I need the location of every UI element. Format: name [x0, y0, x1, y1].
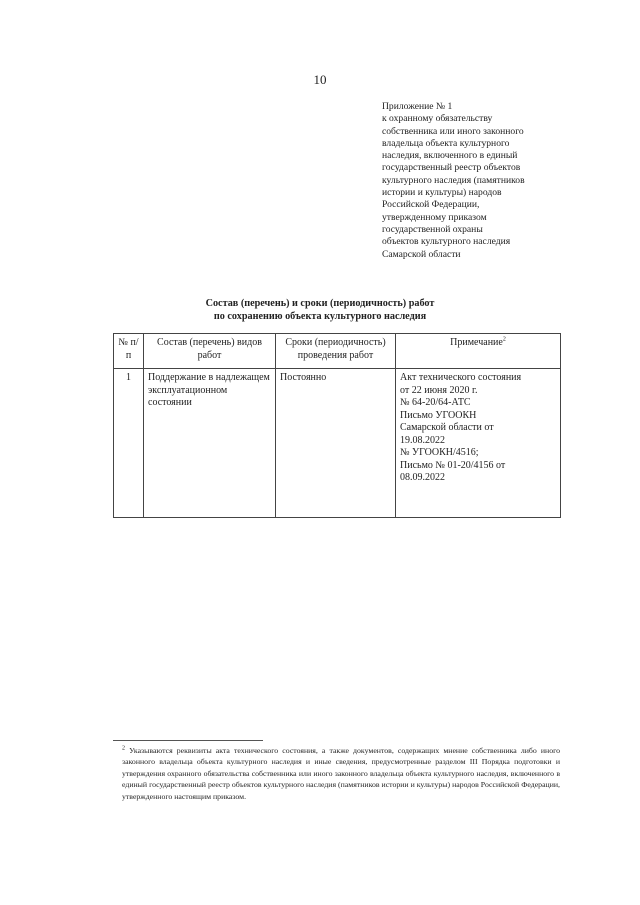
works-table — [113, 333, 561, 518]
appendix-line: Приложение № 1 — [382, 101, 453, 112]
note-line: 19.08.2022 — [400, 434, 445, 446]
appendix-line: утвержденному приказом — [382, 211, 487, 223]
document-title — [0, 298, 640, 323]
note-line: Письмо УГООКН — [400, 409, 477, 421]
appendix-line: объектов культурного наследия — [382, 236, 511, 248]
header-term: Сроки (периодичность) проведения работ — [276, 334, 396, 369]
cell-work: Поддержание в надлежащем эксплуатационном состоянии — [144, 369, 276, 518]
appendix-line: культурного наследия (памятников — [382, 174, 525, 186]
header-note-label: Примечание — [450, 337, 503, 348]
header-work: Состав (перечень) видов работ — [144, 334, 276, 369]
header-note — [396, 334, 561, 369]
note-line: Самарской области от — [400, 422, 494, 433]
appendix-line: владельца объекта культурного — [382, 137, 510, 149]
appendix-header — [382, 101, 582, 261]
header-num: № п/п — [114, 334, 144, 369]
appendix-line: наследия, включенного в единый — [382, 150, 518, 162]
appendix-line: к охранному обязательству — [382, 113, 493, 125]
note-line: № УГООКН/4516; — [400, 447, 479, 458]
appendix-line: собственника или иного законного — [382, 125, 524, 137]
appendix-line: государственной охраны — [382, 223, 483, 235]
page-number: 10 — [313, 72, 327, 87]
footnote-text: Указываются реквизиты акта технического состояния, а также документов, содержащих мнение собственника либо иного законного владельца объекта культурного наследия и иные сведения, предусмотренные разделом III Порядка подготовки и утверждения охранного обязательства собственника или иного законного владельца объекта культурного наследия, включенного в единый государственный реестр объектов культурного наследия (памятников истории и культуры) народов Российской Федерации, утвержденного настоящим приказом. — [122, 746, 560, 801]
cell-term: Постоянно — [276, 369, 396, 518]
table-header-row — [114, 334, 561, 369]
note-line: 08.09.2022 — [400, 472, 445, 483]
appendix-line: Российской Федерации, — [382, 199, 480, 211]
note-line: Акт технического состояния — [400, 372, 522, 383]
cell-num: 1 — [114, 369, 144, 518]
footnote — [122, 745, 560, 802]
note-line: № 64-20/64-АТС — [400, 397, 471, 408]
footnote-divider — [113, 740, 263, 741]
footnote-mark: 2 — [122, 745, 125, 752]
note-line: Письмо № 01-20/4156 от — [400, 459, 506, 471]
cell-note — [396, 369, 561, 518]
title-line-2: по сохранению объекта культурного наследия — [213, 310, 427, 322]
appendix-line: государственный реестр объектов — [382, 162, 521, 174]
title-line-1: Состав (перечень) и сроки (периодичность) работ — [205, 298, 435, 309]
appendix-line: истории и культуры) народов — [382, 187, 502, 199]
table-row — [114, 369, 561, 518]
footnote-ref: 2 — [502, 336, 506, 343]
note-line: от 22 июня 2020 г. — [400, 384, 478, 396]
appendix-line: Самарской области — [382, 248, 461, 260]
